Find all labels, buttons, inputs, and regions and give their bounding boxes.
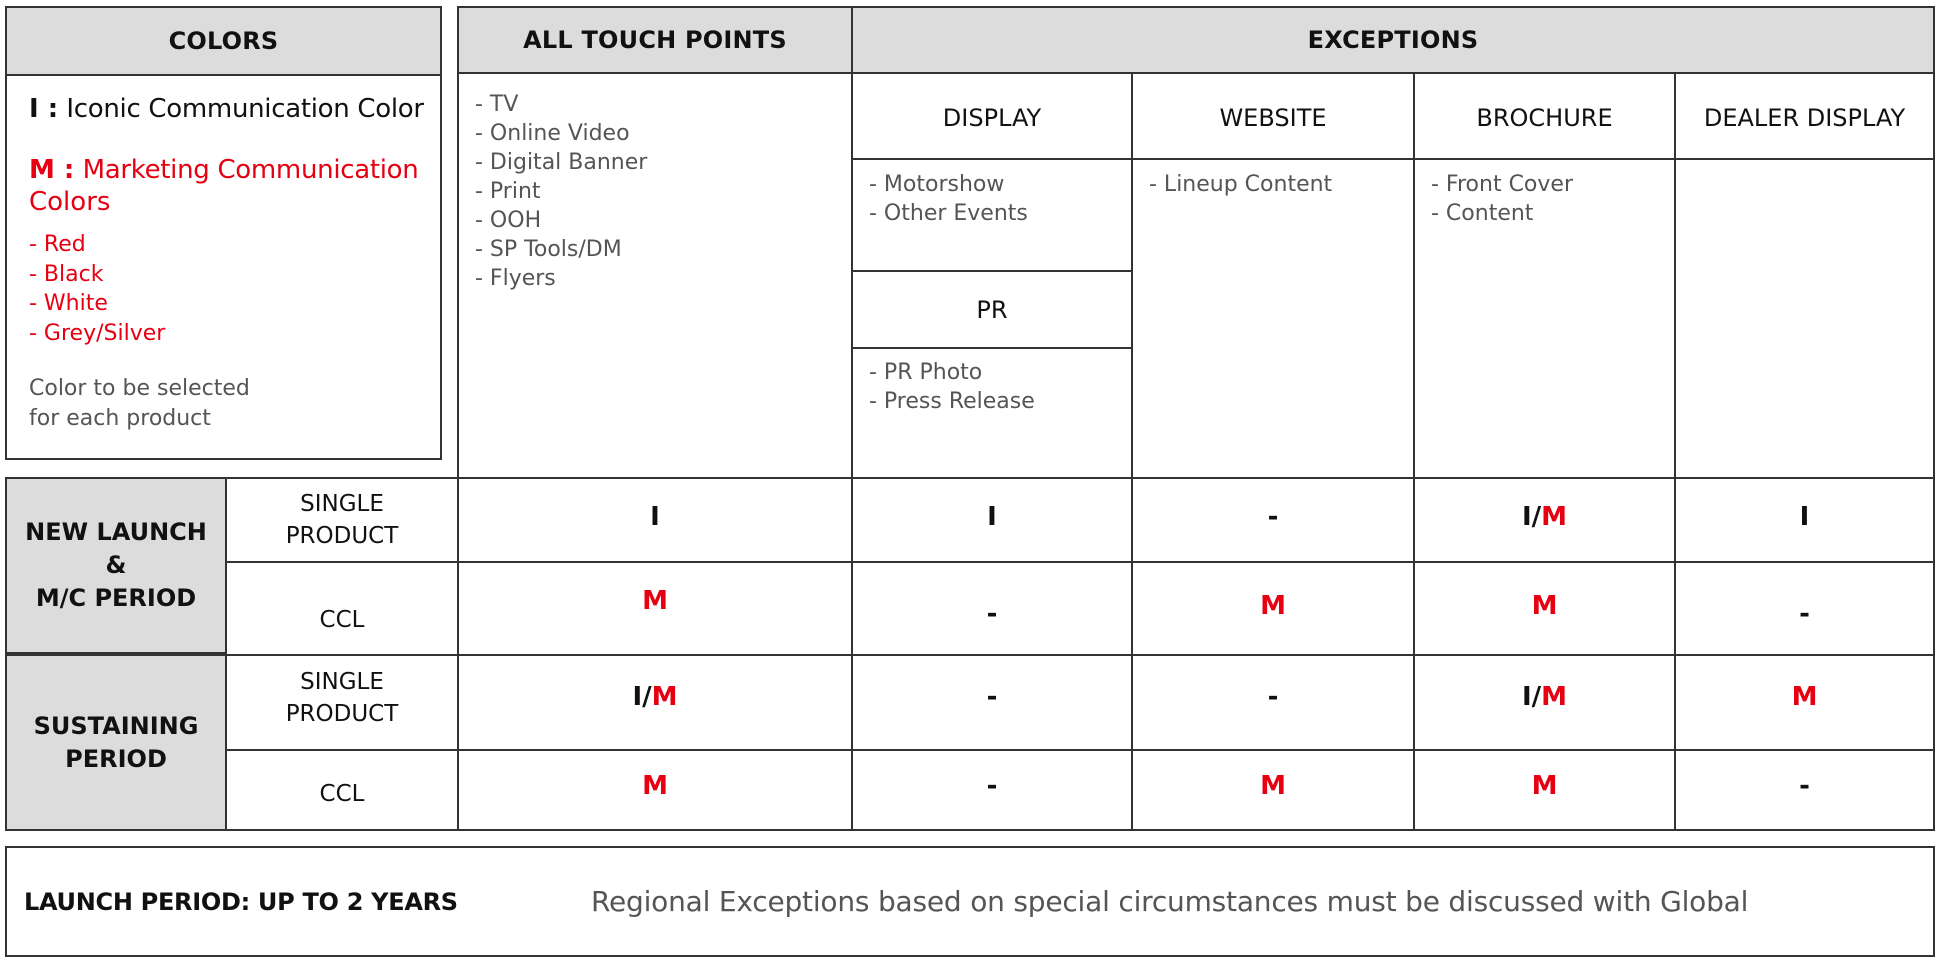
row-label-text: CCL xyxy=(319,781,365,807)
pr-label: PR xyxy=(976,295,1008,324)
color-item: - Black xyxy=(29,261,104,287)
marketing-key: M : xyxy=(29,155,75,185)
row-label-text: SINGLE xyxy=(300,491,384,517)
website-item: - Lineup Content xyxy=(1149,172,1333,197)
iconic-label: Iconic Communication Color xyxy=(66,94,424,124)
pr-item: - Press Release xyxy=(869,389,1035,414)
group-label: & xyxy=(105,551,127,579)
colors-title: COLORS xyxy=(168,27,279,55)
colors-body xyxy=(29,94,439,433)
matrix-cell: M xyxy=(642,586,668,616)
touch-point-item: - OOH xyxy=(475,208,542,233)
group-label: PERIOD xyxy=(65,744,167,773)
touch-point-item: - SP Tools/DM xyxy=(475,237,622,262)
touch-point-item: - Flyers xyxy=(475,266,556,291)
marketing-legend xyxy=(29,154,439,218)
matrix-cell: I xyxy=(650,502,660,532)
matrix-cell: M xyxy=(642,771,668,801)
row-label-text: CCL xyxy=(319,606,365,633)
matrix-cell: M xyxy=(1260,771,1286,801)
brochure-item: - Front Cover xyxy=(1431,172,1573,197)
color-item: - White xyxy=(29,291,108,316)
matrix-cell: - xyxy=(1799,771,1810,801)
footer-box xyxy=(5,846,1935,957)
pr-items xyxy=(853,349,1129,416)
matrix-cell: I / M xyxy=(1521,682,1568,712)
pr-item: - PR Photo xyxy=(869,360,983,385)
display-label: DISPLAY xyxy=(942,103,1042,132)
row-label-ccl xyxy=(227,751,457,829)
color-note-line2: for each product xyxy=(29,405,211,431)
brochure-item: - Content xyxy=(1431,201,1534,226)
group-sustaining xyxy=(7,656,225,829)
matrix-cell: M xyxy=(1531,771,1558,801)
matrix-cell: M xyxy=(1531,591,1558,621)
matrix-cell: I / M xyxy=(632,682,678,712)
group-label: M/C PERIOD xyxy=(35,584,197,612)
marketing-label-1: Marketing Communication xyxy=(82,155,419,185)
exceptions-header xyxy=(851,8,1933,74)
row-label-text: PRODUCT xyxy=(285,523,399,549)
display-item: - Other Events xyxy=(869,201,1028,226)
color-note xyxy=(29,374,439,433)
row-label-single-product xyxy=(227,656,457,749)
brochure-label: BROCHURE xyxy=(1476,103,1613,132)
matrix-cell: I xyxy=(987,502,997,532)
regional-exceptions-note: Regional Exceptions based on special circumstances must be discussed with Global xyxy=(591,885,1749,918)
dealer-display-label: DEALER DISPLAY xyxy=(1703,103,1906,132)
display-item: - Motorshow xyxy=(869,172,1005,197)
exception-col-brochure xyxy=(1415,76,1674,159)
touch-points-list xyxy=(459,76,849,476)
touch-points-title: ALL TOUCH POINTS xyxy=(523,26,787,54)
row-label-text: PRODUCT xyxy=(285,700,399,727)
exception-col-website xyxy=(1133,76,1413,159)
group-label: SUSTAINING xyxy=(33,711,199,740)
iconic-key: I : xyxy=(29,94,59,124)
matrix-cell: M xyxy=(1791,682,1818,712)
row-label-ccl xyxy=(227,563,457,654)
matrix-cell: - xyxy=(1267,502,1279,532)
exception-col-display xyxy=(853,76,1131,159)
website-items xyxy=(1133,160,1411,199)
matrix-cell: - xyxy=(986,598,998,629)
touch-point-item: - Online Video xyxy=(475,121,630,146)
brochure-items xyxy=(1415,160,1672,228)
launch-period-label: LAUNCH PERIOD: UP TO 2 YEARS xyxy=(24,887,458,916)
color-item: - Red xyxy=(29,232,86,257)
matrix-cell: - xyxy=(1799,598,1810,629)
row-label-text: SINGLE xyxy=(300,668,384,695)
group-new-launch xyxy=(7,479,225,654)
colors-panel xyxy=(5,6,442,460)
exception-col-dealer-display xyxy=(1676,76,1933,159)
matrix-cell: I / M xyxy=(1521,502,1568,532)
marketing-colors-list xyxy=(29,230,439,348)
color-item: - Grey/Silver xyxy=(29,320,166,346)
matrix-cell: I xyxy=(1799,502,1810,532)
matrix-cell: M xyxy=(1260,591,1286,621)
touch-point-item: - TV xyxy=(475,92,519,117)
group-label: NEW LAUNCH xyxy=(25,518,207,546)
touch-point-item: - Digital Banner xyxy=(475,150,648,175)
matrix-cell: - xyxy=(1267,682,1279,712)
iconic-legend xyxy=(29,94,439,124)
matrix-cell: - xyxy=(986,682,998,712)
color-note-line1: Color to be selected xyxy=(29,376,250,401)
row-label-single-product xyxy=(227,479,457,561)
website-label: WEBSITE xyxy=(1219,103,1327,132)
marketing-label-2: Colors xyxy=(29,187,111,217)
display-items xyxy=(853,160,1129,228)
pr-header xyxy=(853,272,1131,347)
touch-points-header xyxy=(459,8,851,74)
colors-header xyxy=(7,8,440,76)
touch-point-item: - Print xyxy=(475,179,541,204)
matrix-cell: - xyxy=(986,771,998,801)
exceptions-title: EXCEPTIONS xyxy=(1307,26,1479,54)
